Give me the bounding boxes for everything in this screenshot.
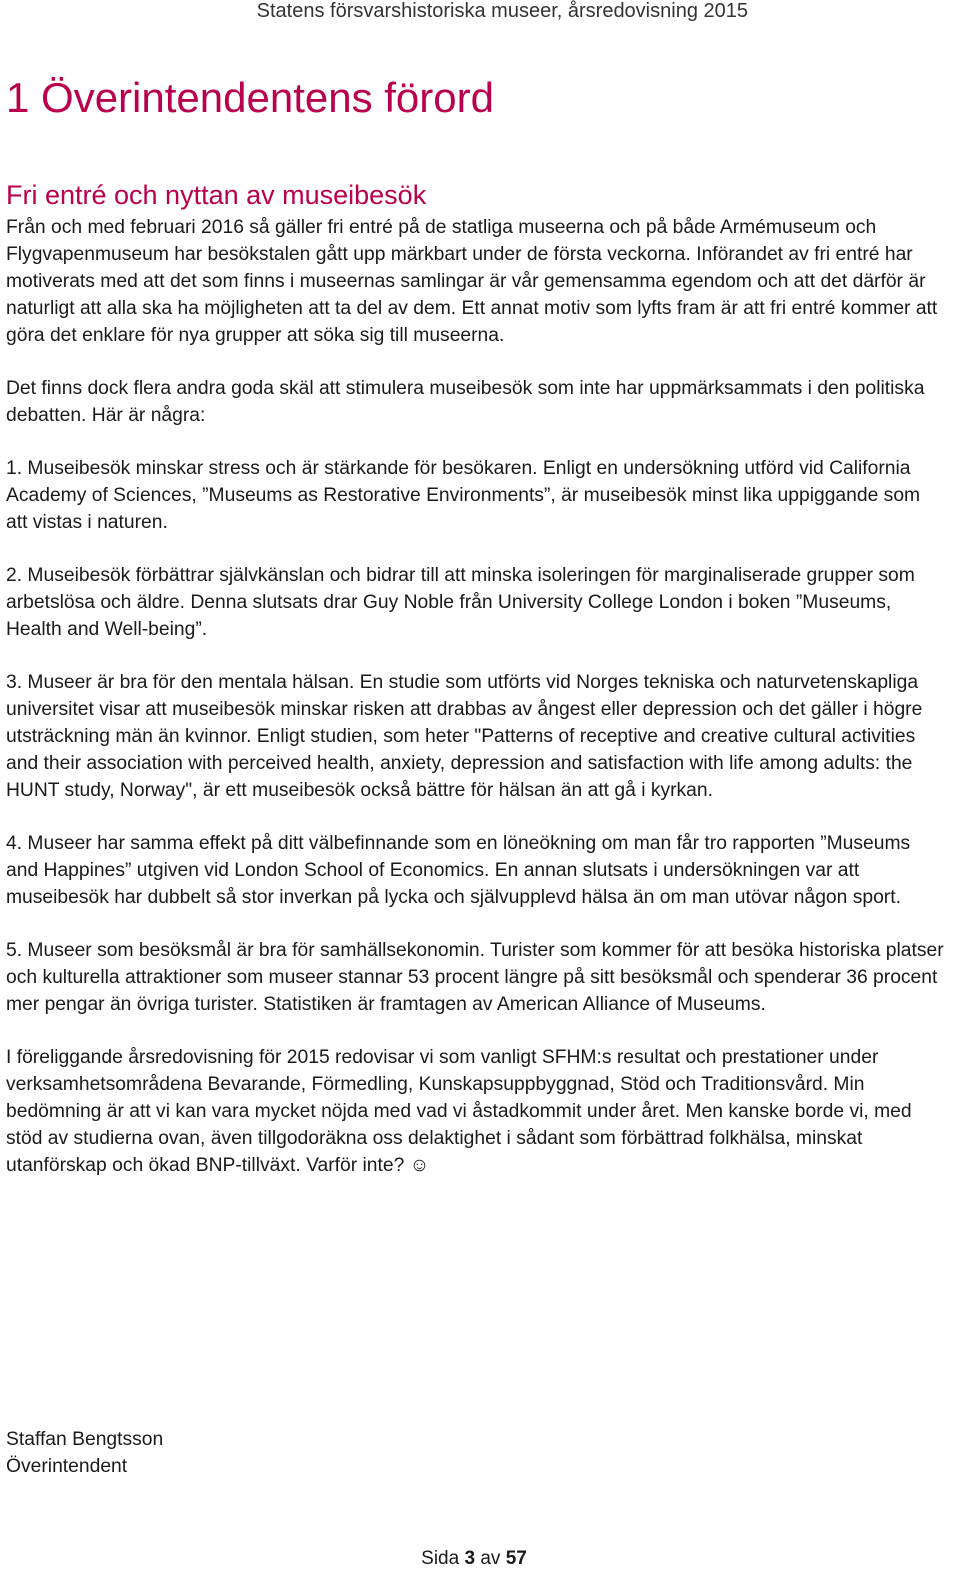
paragraph-reason-1: 1. Museibesök minskar stress och är stärkande för besökaren. Enligt en undersökning utförd vid California Academy of Sciences, ”Museums as Restorative Environments”, är museibesök minst lika uppiggande som att vistas i naturen. [6, 458, 921, 533]
page-number-separator: av [480, 1548, 501, 1569]
paragraph-reason-3: 3. Museer är bra för den mentala hälsan. En studie som utförts vid Norges tekniska och naturvetenskapliga universitet visar att museibesök minskar risken att drabbas av ångest eller depression och det gäller i högre utsträckning män än kvinnor. Enligt studien, som heter "Patterns of receptive and creative cultural activities and their association with perceived health, anxiety, depression and satisfaction with life among adults: the HUNT study, Norway", är ett museibesök också bättre för hälsan än att gå i kyrkan. [6, 672, 923, 801]
section-heading: Fri entré och nyttan av museibesök [6, 180, 427, 210]
page-footer [0, 1548, 960, 1570]
paragraph-reason-5: 5. Museer som besöksmål är bra för samhällsekonomin. Turister som kommer för att besöka historiska platser och kulturella attraktioner som museer stannar 53 procent längre på sitt besöksmål och spenderar 36 procent mer pengar än övriga turister. Statistiken är framtagen av American Alliance of Museums. [6, 940, 944, 1015]
paragraph-reason-2: 2. Museibesök förbättrar självkänslan och bidrar till att minska isoleringen för marginaliserade grupper som arbetslösa och äldre. Denna slutsats drar Guy Noble från University College London i boken ”Museums, Health and Well-being”. [6, 565, 915, 640]
page-number-prefix: Sida [421, 1548, 460, 1569]
signature-role: Överintendent [6, 1456, 128, 1477]
signature-name: Staffan Bengtsson [6, 1429, 164, 1450]
page-header [0, 0, 960, 30]
page-title: 1 Överintendentens förord [6, 74, 494, 121]
paragraph-closing: I föreliggande årsredovisning för 2015 redovisar vi som vanligt SFHM:s resultat och prestationer under verksamhetsområdena Bevarande, Förmedling, Kunskapsuppbyggnad, Stöd och Traditionsvård. Min bedömning är att vi kan vara mycket nöjda med vad vi åstadkommit under året. Men kanske borde vi, med stöd av studierna ovan, även tillgodoräkna oss delaktighet i sådant som förbättrad folkhälsa, minskat utanförskap och ökad BNP-tillväxt. Varför inte? ☺ [6, 1047, 912, 1176]
paragraph-intro: Från och med februari 2016 så gäller fri entré på de statliga museerna och på både Armémuseum och Flygvapenmuseum har besökstalen gått upp märkbart under de första veckorna. Införandet av fri entré har motiverats med att det som finns i museernas samlingar är vår gemensamma egendom och att det därför är naturligt att alla ska ha möjligheten att ta del av dem. Ett annat motiv som lyfts fram är att fri entré kommer att göra det enklare för nya grupper att söka sig till museerna. [6, 217, 938, 346]
signature-block [6, 1426, 163, 1480]
body-text [6, 214, 946, 1205]
page-number-current: 3 [464, 1548, 476, 1569]
paragraph-reasons-intro: Det finns dock flera andra goda skäl att stimulera museibesök som inte har uppmärksammats i den politiska debatten. Här är några: [6, 378, 925, 426]
running-header-title: Statens försvarshistoriska museer, årsredovisning 2015 [256, 0, 748, 22]
paragraph-reason-4: 4. Museer har samma effekt på ditt välbefinnande som en löneökning om man får tro rapporten ”Museums and Happines” utgiven vid London School of Economics. En annan slutsats i undersökningen var att museibesök har dubbelt så stor inverkan på lycka och självupplevd hälsa än om man utövar någon sport. [6, 833, 911, 908]
page-number-total: 57 [505, 1548, 527, 1569]
